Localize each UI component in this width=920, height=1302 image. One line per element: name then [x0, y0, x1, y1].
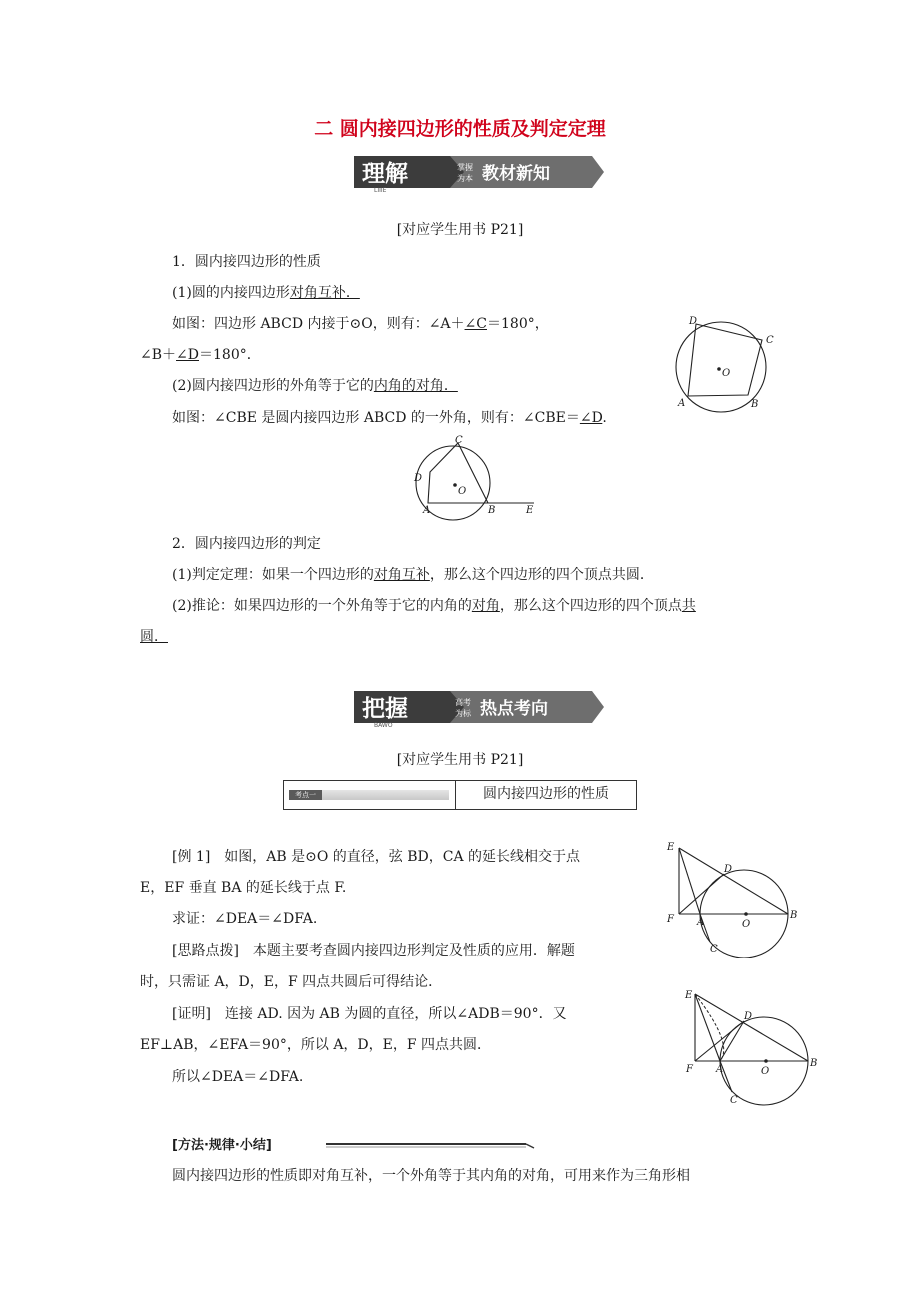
- answer: 对角互补．: [289, 285, 360, 301]
- label-e: E: [526, 505, 534, 516]
- figure-example-1: [662, 836, 807, 958]
- property-1: [172, 282, 360, 302]
- text: 如图：四边形 ABCD 内接于⊙O，则有：∠A＋: [172, 316, 465, 332]
- banner2-small-top: 高考: [455, 698, 471, 707]
- answer: 内角的对角．: [373, 378, 458, 394]
- label-b: B: [751, 399, 759, 410]
- label-d: D: [414, 473, 423, 484]
- banner1-small-top: 掌握: [457, 163, 473, 172]
- text: ＝180°．: [199, 347, 261, 363]
- summary-text: 圆内接四边形的性质即对角互补，一个外角等于其内角的对角，可用来作为三角形相: [172, 1168, 690, 1184]
- answer: 圆．: [140, 629, 168, 645]
- banner1-pinyin: LIJIE: [374, 187, 387, 192]
- label-e: E: [667, 842, 675, 853]
- example-line-2: E，EF 垂直 BA 的延长线于点 F.: [140, 880, 347, 896]
- banner1-small-bottom: 为本: [457, 174, 473, 183]
- answer: 共: [681, 598, 696, 614]
- answer: ∠D: [176, 347, 199, 363]
- example-line-3: 求证：∠DEA＝∠DFA.: [172, 911, 318, 927]
- figure-cyclic-quadrilateral: [664, 310, 784, 414]
- text: ，那么这个四边形的四个顶点: [499, 598, 682, 614]
- text: (1)圆的内接四边形: [172, 285, 290, 301]
- banner2-small-bottom: 为标: [455, 709, 471, 718]
- property-2: [172, 375, 458, 395]
- section-banner-master: [354, 687, 604, 727]
- text: (1)判定定理：如果一个四边形的: [172, 567, 374, 583]
- figure-example-1-proof: [682, 984, 822, 1106]
- label-f: F: [667, 914, 674, 925]
- topic-box: [283, 780, 637, 810]
- label-c: C: [766, 335, 774, 346]
- answer: ∠C: [464, 316, 487, 332]
- topic-label-cell: [284, 781, 456, 809]
- example-line-8: 所以∠DEA＝∠DFA.: [172, 1069, 304, 1085]
- answer: 对角: [471, 598, 500, 614]
- example-line-4: [思路点拨] 本题主要考查圆内接四边形判定及性质的应用．解题: [172, 943, 575, 959]
- text: ，那么这个四边形的四个顶点共圆．: [429, 567, 654, 583]
- property-1-example: [172, 313, 549, 333]
- label-o: O: [458, 486, 467, 497]
- criterion-2-cont: [140, 626, 168, 646]
- text: ＝180°，: [487, 316, 549, 332]
- label-b: B: [488, 505, 496, 516]
- example-line-6: [证明] 连接 AD. 因为 AB 为圆的直径，所以∠ADB＝90°．又: [172, 1006, 567, 1022]
- reference-page-2: [对应学生用书 P21]: [396, 752, 524, 768]
- criterion-1: [172, 564, 654, 584]
- label-a: A: [697, 917, 705, 928]
- topic-title: 圆内接四边形的性质: [483, 786, 609, 802]
- label-f: F: [686, 1064, 693, 1075]
- example-line-1: [例 1] 如图，AB 是⊙O 的直径，弦 BD，CA 的延长线相交于点: [172, 849, 581, 865]
- topic-tag: 考点一: [289, 790, 322, 800]
- answer: 对角互补: [373, 567, 430, 583]
- method-label: [方法·规律·小结]: [172, 1138, 272, 1153]
- label-a: A: [423, 505, 431, 516]
- text: .: [602, 410, 607, 426]
- label-b: B: [810, 1058, 818, 1069]
- label-e: E: [685, 990, 693, 1001]
- page-title: 二 圆内接四边形的性质及判定定理: [314, 118, 606, 140]
- section2-heading: 2．圆内接四边形的判定: [172, 536, 321, 552]
- reference-page-1: [对应学生用书 P21]: [396, 222, 524, 238]
- label-c: C: [455, 435, 463, 446]
- figure-exterior-angle: [410, 433, 550, 521]
- label-o: O: [742, 919, 751, 930]
- method-underline: [326, 1136, 536, 1150]
- label-d: D: [689, 316, 698, 327]
- banner1-big: 理解: [362, 161, 408, 187]
- banner1-right: 教材新知: [482, 164, 550, 184]
- label-b: B: [790, 910, 798, 921]
- banner2-big: 把握: [362, 696, 408, 722]
- label-c: C: [710, 944, 718, 955]
- text: (2)推论：如果四边形的一个外角等于它的内角的: [172, 598, 472, 614]
- banner2-right: 热点考向: [480, 699, 548, 719]
- label-d: D: [744, 1011, 753, 1022]
- label-o: O: [722, 368, 731, 379]
- banner2-pinyin: BAWO: [374, 722, 393, 727]
- section1-heading: 1．圆内接四边形的性质: [172, 254, 321, 270]
- example-line-5: 时，只需证 A，D，E，F 四点共圆后可得结论．: [140, 974, 443, 990]
- label-c: C: [730, 1095, 738, 1106]
- answer: ∠D: [579, 410, 603, 426]
- label-a: A: [678, 398, 686, 409]
- criterion-2: [172, 595, 696, 615]
- section-banner-understand: [354, 152, 604, 192]
- text: 如图：∠CBE 是圆内接四边形 ABCD 的一外角，则有：∠CBE＝: [172, 410, 580, 426]
- example-line-7: EF⊥AB，∠EFA＝90°，所以 A，D，E，F 四点共圆．: [140, 1037, 492, 1053]
- property-1-example-cont: [140, 344, 261, 364]
- label-d: D: [724, 864, 733, 875]
- text: ∠B＋: [140, 347, 177, 363]
- label-a: A: [716, 1064, 724, 1075]
- text: (2)圆内接四边形的外角等于它的: [172, 378, 374, 394]
- label-o: O: [761, 1066, 770, 1077]
- property-2-example: [172, 407, 607, 427]
